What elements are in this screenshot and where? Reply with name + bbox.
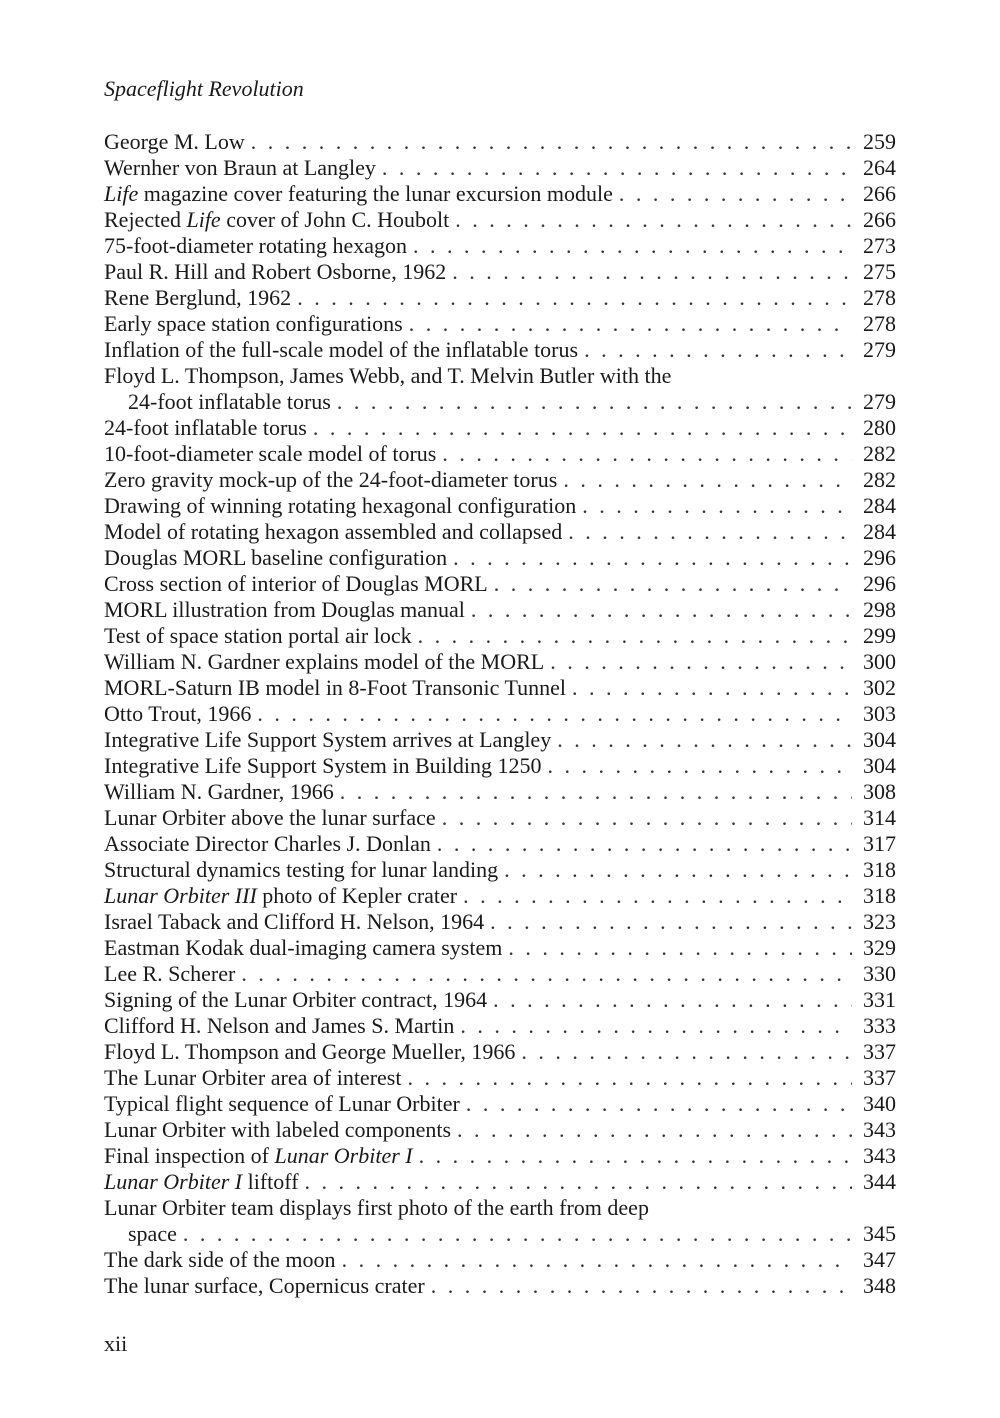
dot-leader (413, 233, 852, 259)
dot-leader (305, 1169, 852, 1195)
dot-leader (257, 701, 852, 727)
dot-leader (463, 883, 852, 909)
toc-entry (104, 519, 896, 545)
entry-page-number: 284 (863, 519, 896, 544)
dot-leader (437, 831, 852, 857)
entry-title: Associate Director Charles J. Donlan (104, 831, 431, 856)
entry-page-number: 304 (863, 753, 896, 778)
toc-entry (104, 129, 896, 155)
entry-page-number: 299 (863, 623, 896, 648)
entry-title: Floyd L. Thompson and George Mueller, 1966 (104, 1039, 516, 1064)
dot-leader (382, 155, 852, 181)
toc-entry (104, 805, 896, 831)
entry-page-number: 280 (863, 415, 896, 440)
entry-page-number: 337 (863, 1039, 896, 1064)
dot-leader (572, 675, 852, 701)
entry-page-number: 343 (863, 1143, 896, 1168)
entry-title: Integrative Life Support System in Building 1250 (104, 753, 542, 778)
dot-leader (297, 285, 852, 311)
entry-title-line2: space (128, 1221, 177, 1246)
entry-title: Douglas MORL baseline configuration (104, 545, 448, 570)
toc-entry (104, 753, 896, 779)
entry-page-number: 318 (863, 857, 896, 882)
dot-leader (582, 493, 852, 519)
entry-page-number: 344 (863, 1169, 896, 1194)
entry-title: Paul R. Hill and Robert Osborne, 1962 (104, 259, 447, 284)
toc-entry (104, 1247, 896, 1273)
toc-entry (104, 363, 896, 415)
dot-leader (460, 1013, 852, 1039)
entry-page-number: 278 (863, 311, 896, 336)
entry-title: Eastman Kodak dual-imaging camera system (104, 935, 503, 960)
entry-title-italic: Lunar Orbiter III (104, 883, 257, 908)
dot-leader (251, 129, 852, 155)
entry-title: Early space station configurations (104, 311, 403, 336)
entry-title-text: photo of Kepler crater (256, 883, 458, 908)
entry-page-number: 266 (863, 181, 896, 206)
dot-leader (418, 623, 852, 649)
entry-page-number: 347 (863, 1247, 896, 1272)
entry-page-number: 264 (863, 155, 896, 180)
toc-entry (104, 649, 896, 675)
dot-leader (457, 1117, 852, 1143)
entry-page-number: 331 (863, 987, 896, 1012)
toc-entry (104, 545, 896, 571)
dot-leader (409, 311, 852, 337)
toc-entry (104, 337, 896, 363)
entry-title-italic: Life (186, 207, 221, 232)
entry-page-number: 333 (863, 1013, 896, 1038)
dot-leader (442, 441, 852, 467)
toc-entry (104, 779, 896, 805)
entry-title-text: magazine cover featuring the lunar excursion module (138, 181, 613, 206)
toc-entry (104, 831, 896, 857)
dot-leader (466, 1091, 852, 1117)
entry-title (104, 207, 449, 233)
entry-page-number: 259 (863, 129, 896, 154)
entry-title-line2: 24-foot inflatable torus (128, 389, 331, 414)
entry-title (104, 181, 613, 207)
entry-title: 75-foot-diameter rotating hexagon (104, 233, 408, 258)
entry-title-text: Rejected (104, 207, 187, 232)
entry-page-number: 282 (863, 467, 896, 492)
dot-leader (407, 1065, 852, 1091)
dot-leader (490, 909, 852, 935)
entry-title (104, 1169, 299, 1195)
entry-page-number: 303 (863, 701, 896, 726)
dot-leader (521, 1039, 852, 1065)
entry-title: MORL-Saturn IB model in 8-Foot Transonic Tunnel (104, 675, 567, 700)
entry-page-number: 298 (863, 597, 896, 622)
entry-title: Clifford H. Nelson and James S. Martin (104, 1013, 455, 1038)
toc-entry (104, 961, 896, 987)
entry-title: MORL illustration from Douglas manual (104, 597, 465, 622)
toc-entry (104, 415, 896, 441)
entry-title: Israel Taback and Clifford H. Nelson, 1964 (104, 909, 485, 934)
toc-entry (104, 675, 896, 701)
dot-leader (471, 597, 852, 623)
entry-title-text: cover of John C. Houbolt (220, 207, 450, 232)
dot-leader (342, 1247, 852, 1273)
dot-leader (493, 987, 852, 1013)
entry-title: William N. Gardner explains model of the MORL (104, 649, 545, 674)
entry-page-number: 296 (863, 571, 896, 596)
toc-entry (104, 1117, 896, 1143)
dot-leader (183, 1221, 852, 1247)
entry-page-number: 323 (863, 909, 896, 934)
entry-title: Structural dynamics testing for lunar landing (104, 857, 499, 882)
entry-title: Rene Berglund, 1962 (104, 285, 292, 310)
entry-page-number: 314 (863, 805, 896, 830)
entry-title: Test of space station portal air lock (104, 623, 412, 648)
dot-leader (563, 467, 852, 493)
toc-entry (104, 1039, 896, 1065)
entry-title-italic: Lunar Orbiter I (274, 1143, 413, 1168)
entry-title: Integrative Life Support System arrives at Langley (104, 727, 552, 752)
entry-title (104, 883, 457, 909)
dot-leader (494, 571, 852, 597)
entry-page-number: 266 (863, 207, 896, 232)
entry-title: The dark side of the moon (104, 1247, 336, 1272)
entry-page-number: 284 (863, 493, 896, 518)
toc-entry (104, 441, 896, 467)
dot-leader (442, 805, 852, 831)
running-head: Spaceflight Revolution (104, 76, 304, 101)
entry-title-text: liftoff (242, 1169, 299, 1194)
toc-entry (104, 467, 896, 493)
entry-title: Signing of the Lunar Orbiter contract, 1964 (104, 987, 488, 1012)
entry-page-number: 308 (863, 779, 896, 804)
entry-title: Lunar Orbiter above the lunar surface (104, 805, 436, 830)
dot-leader (431, 1273, 852, 1299)
dot-leader (241, 961, 852, 987)
entry-title-text: Final inspection of (104, 1143, 275, 1168)
entry-title: Cross section of interior of Douglas MORL (104, 571, 488, 596)
toc-entry (104, 909, 896, 935)
toc-entry (104, 727, 896, 753)
dot-leader (550, 649, 852, 675)
toc-entry (104, 233, 896, 259)
entry-page-number: 318 (863, 883, 896, 908)
toc-entry (104, 311, 896, 337)
toc-entry (104, 701, 896, 727)
toc-entry (104, 285, 896, 311)
entry-page-number: 296 (863, 545, 896, 570)
dot-leader (508, 935, 852, 961)
entry-title-line1: Floyd L. Thompson, James Webb, and T. Melvin Butler with the (104, 363, 672, 388)
entry-title: Typical flight sequence of Lunar Orbiter (104, 1091, 460, 1116)
entry-title: Model of rotating hexagon assembled and collapsed (104, 519, 563, 544)
toc-entry (104, 623, 896, 649)
dot-leader (548, 753, 852, 779)
toc-entry (104, 181, 896, 207)
entry-page-number: 317 (863, 831, 896, 856)
dot-leader (619, 181, 852, 207)
entry-title: Otto Trout, 1966 (104, 701, 252, 726)
toc-entry (104, 571, 896, 597)
entry-page-number: 304 (863, 727, 896, 752)
entry-page-number: 343 (863, 1117, 896, 1142)
dot-leader (568, 519, 852, 545)
dot-leader (419, 1143, 852, 1169)
dot-leader (504, 857, 852, 883)
toc-entry (104, 1065, 896, 1091)
entry-title: 10-foot-diameter scale model of torus (104, 441, 437, 466)
entry-title: Lunar Orbiter with labeled components (104, 1117, 452, 1142)
toc-entry (104, 1169, 896, 1195)
entry-title: Inflation of the full-scale model of the inflatable torus (104, 337, 579, 362)
dot-leader (313, 415, 852, 441)
toc-entry (104, 1143, 896, 1169)
toc-entry (104, 493, 896, 519)
dot-leader (452, 259, 852, 285)
entry-page-number: 279 (863, 389, 896, 414)
dot-leader (584, 337, 852, 363)
toc-entry (104, 857, 896, 883)
toc-entry (104, 1273, 896, 1299)
entry-page-number: 330 (863, 961, 896, 986)
dot-leader (340, 779, 852, 805)
entry-title: Wernher von Braun at Langley (104, 155, 376, 180)
toc-entry (104, 935, 896, 961)
dot-leader (557, 727, 852, 753)
entry-page-number: 329 (863, 935, 896, 960)
entry-title: 24-foot inflatable torus (104, 415, 307, 440)
toc-entry (104, 1195, 896, 1247)
dot-leader (453, 545, 852, 571)
entry-title: The Lunar Orbiter area of interest (104, 1065, 402, 1090)
toc-entry (104, 987, 896, 1013)
entry-title-italic: Life (104, 181, 139, 206)
entry-page-number: 282 (863, 441, 896, 466)
entry-page-number: 340 (863, 1091, 896, 1116)
toc-entry (104, 597, 896, 623)
page-number: xii (104, 1331, 128, 1356)
entry-page-number: 278 (863, 285, 896, 310)
toc-entry (104, 207, 896, 233)
entry-page-number: 337 (863, 1065, 896, 1090)
entry-title-line1: Lunar Orbiter team displays first photo of the earth from deep (104, 1195, 649, 1220)
entry-title: Drawing of winning rotating hexagonal configuration (104, 493, 577, 518)
toc-entry (104, 259, 896, 285)
entry-title (104, 1143, 413, 1169)
entry-page-number: 279 (863, 337, 896, 362)
entry-title: The lunar surface, Copernicus crater (104, 1273, 425, 1298)
entry-title: William N. Gardner, 1966 (104, 779, 334, 804)
entry-title: Lee R. Scherer (104, 961, 236, 986)
toc-entry (104, 155, 896, 181)
entry-title: Zero gravity mock-up of the 24-foot-diameter torus (104, 467, 558, 492)
entry-page-number: 348 (863, 1273, 896, 1298)
toc-entry (104, 1013, 896, 1039)
toc-entry (104, 883, 896, 909)
entry-title-italic: Lunar Orbiter I (104, 1169, 243, 1194)
entry-page-number: 273 (863, 233, 896, 258)
dot-leader (455, 207, 852, 233)
entry-page-number: 275 (863, 259, 896, 284)
list-of-illustrations (104, 129, 896, 1299)
dot-leader (337, 389, 852, 415)
entry-title: George M. Low (104, 129, 245, 154)
entry-page-number: 300 (863, 649, 896, 674)
toc-entry (104, 1091, 896, 1117)
entry-page-number: 302 (863, 675, 896, 700)
entry-page-number: 345 (863, 1221, 896, 1246)
